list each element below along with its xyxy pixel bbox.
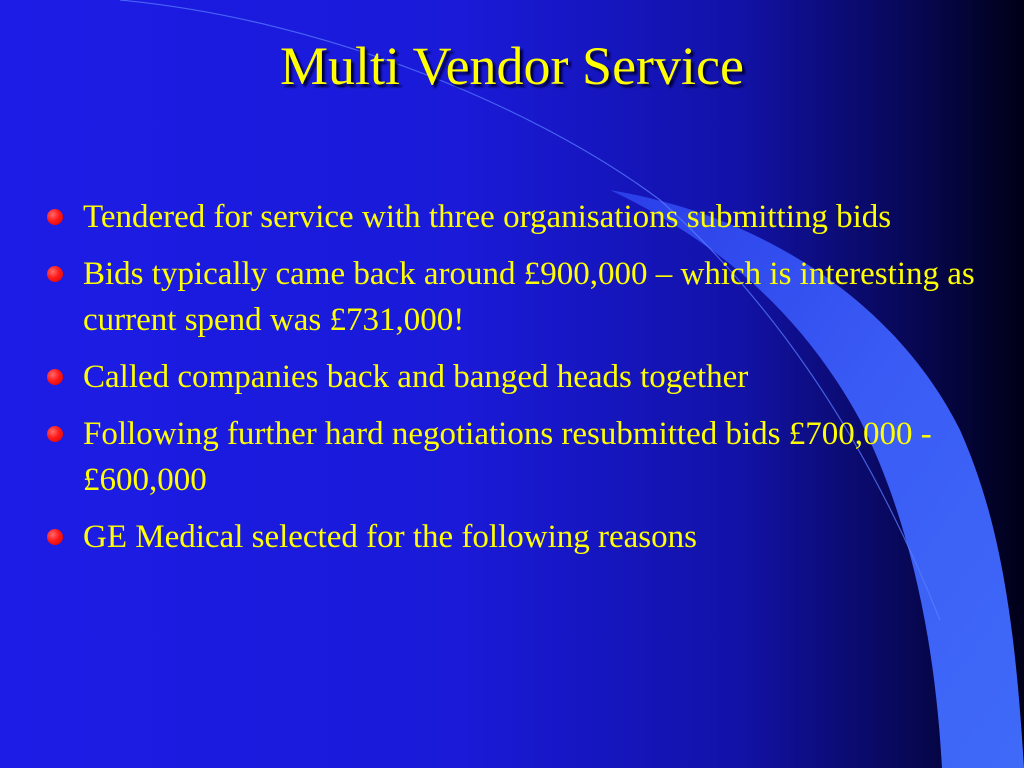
bullet-dot-icon [47,369,63,385]
bullet-dot-icon [47,209,63,225]
bullet-text: Called companies back and banged heads together [83,359,749,395]
bullet-text: Tendered for service with three organisations submitting bids [83,199,892,235]
bullet-list [44,194,984,571]
bullet-item [44,514,984,560]
bullet-item [44,354,984,400]
bullet-dot-icon [47,529,63,545]
bullet-text: Bids typically came back around £900,000 – which is interesting as current spend was £731,000! [83,256,975,338]
slide-title: Multi Vendor Service [280,36,744,96]
bullet-item [44,411,984,503]
bullet-text: GE Medical selected for the following reasons [83,519,697,555]
bullet-text: Following further hard negotiations resubmitted bids £700,000 - £600,000 [83,416,932,498]
bullet-dot-icon [47,426,63,442]
bullet-dot-icon [47,266,63,282]
bullet-item [44,194,984,240]
bullet-item [44,251,984,343]
